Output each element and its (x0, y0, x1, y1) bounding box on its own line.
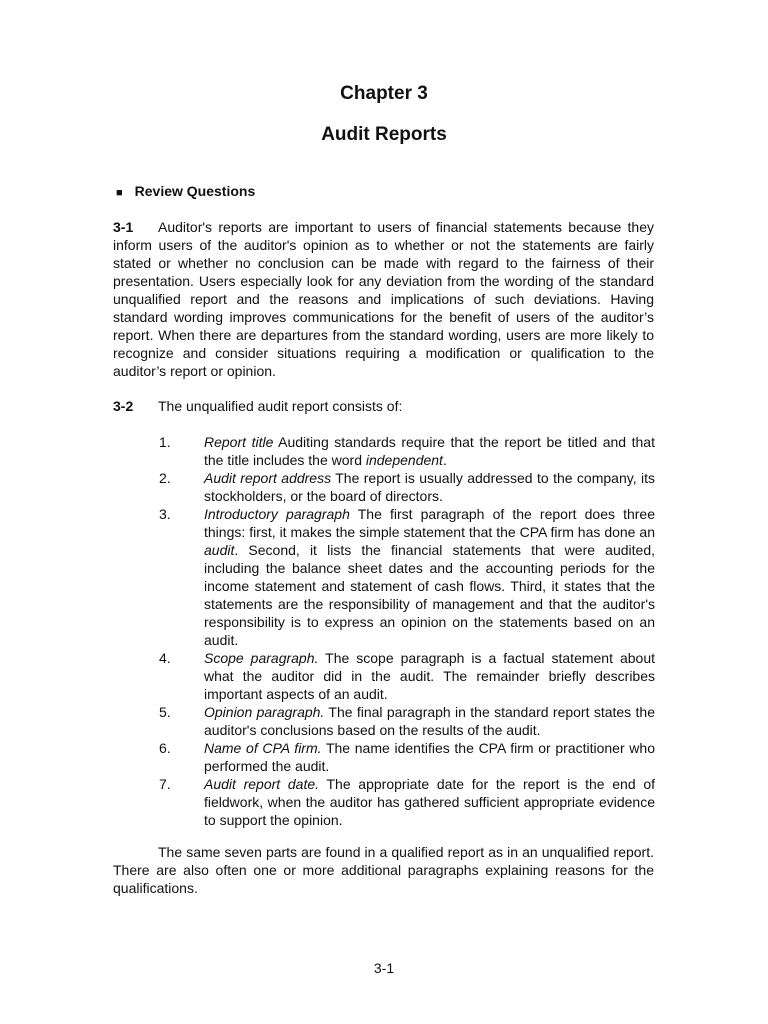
list-item (159, 703, 655, 739)
list-item-term: Audit report date. (204, 776, 320, 792)
list-item (159, 433, 655, 469)
list-item-text-end: . Second, it lists the financial statements that were audited, including the balance sheet dates and the accounting periods for the income statement and statement of cash flows. Third, it states that the statements are the responsibility of management and that the auditor's responsibility is to express an opinion on the statements based on an audit. (204, 542, 655, 648)
list-item-text: The scope paragraph is a factual statement about what the auditor did in the audit. The remainder briefly describes important aspects of an audit. (204, 650, 655, 702)
list-item-body (204, 703, 655, 739)
list-item-text: The final paragraph in the standard report states the auditor's conclusions based on the results of the audit. (204, 704, 655, 738)
list-item-term: Name of CPA firm. (204, 740, 322, 756)
list-item-number: 1. (159, 434, 171, 450)
list-item (159, 469, 655, 505)
list-item-number: 6. (159, 740, 171, 756)
report-parts-list (159, 433, 655, 829)
list-item-term: Scope paragraph. (204, 650, 319, 666)
list-item-term: Introductory paragraph (204, 506, 350, 522)
list-item-text: The appropriate date for the report is the end of fieldwork, when the auditor has gathered sufficient appropriate evidence to support the opinion. (204, 776, 655, 828)
list-item (159, 505, 655, 649)
question-intro-text: The unqualified audit report consists of: (158, 398, 403, 414)
list-item-text: The first paragraph of the report does three things: first, it makes the simple statement that the CPA firm has done an (204, 506, 655, 540)
list-item-body (204, 775, 655, 829)
question-answer-text: Auditor's reports are important to users of financial statements because they inform users of the auditor's opinion as to whether or not the statements are fairly stated or whether no conclusion can be made with regard to the fairness of their presentation. Users especially look for any deviation from the wording of the standard unqualified report and the reasons and implications of such deviations. Having standard wording improves communications for the benefit of users of the auditor’s report. When there are departures from the standard wording, users are more likely to recognize and consider situations requiring a modification or qualification to the auditor’s report or opinion. (113, 219, 654, 379)
section-heading (116, 182, 255, 202)
list-item-text: The report is usually addressed to the company, its stockholders, or the board of directors. (204, 470, 655, 504)
list-item-term: Audit report address (204, 470, 332, 486)
list-item-term: Opinion paragraph. (204, 704, 325, 720)
chapter-number: Chapter 3 (340, 83, 428, 104)
closing-paragraph: The same seven parts are found in a qualified report as in an unqualified report. There are also often one or more additional paragraphs explaining reasons for the qualifications. (113, 844, 654, 896)
page-number: 3-1 (373, 960, 395, 976)
list-item-body (204, 739, 655, 775)
list-item-number: 7. (159, 776, 171, 792)
list-item-number: 4. (159, 650, 171, 666)
list-item-body (204, 649, 655, 703)
list-item-number: 3. (159, 506, 171, 522)
section-heading-text: Review Questions (134, 183, 256, 199)
list-item-term: Report title (204, 434, 274, 450)
list-item (159, 649, 655, 703)
question-3-1 (113, 218, 654, 380)
list-item-body (204, 469, 655, 505)
list-item-number: 5. (159, 704, 171, 720)
list-item-number: 2. (159, 470, 171, 486)
list-item-body (204, 433, 655, 469)
list-item-text: The name identifies the CPA firm or practitioner who performed the audit. (204, 740, 655, 774)
question-3-2 (113, 397, 654, 415)
list-item-body (204, 505, 655, 649)
list-item (159, 775, 655, 829)
chapter-title: Audit Reports (321, 124, 447, 145)
question-number: 3-1 (113, 219, 134, 235)
question-number: 3-2 (113, 398, 134, 414)
square-bullet-icon: ■ (116, 187, 123, 199)
list-item-emphasis: audit (204, 542, 235, 558)
list-item-text-end: . (442, 452, 447, 468)
list-item-text: Auditing standards require that the report be titled and that the title includes the word (204, 434, 655, 468)
list-item (159, 739, 655, 775)
list-item-emphasis: independent (365, 452, 443, 468)
